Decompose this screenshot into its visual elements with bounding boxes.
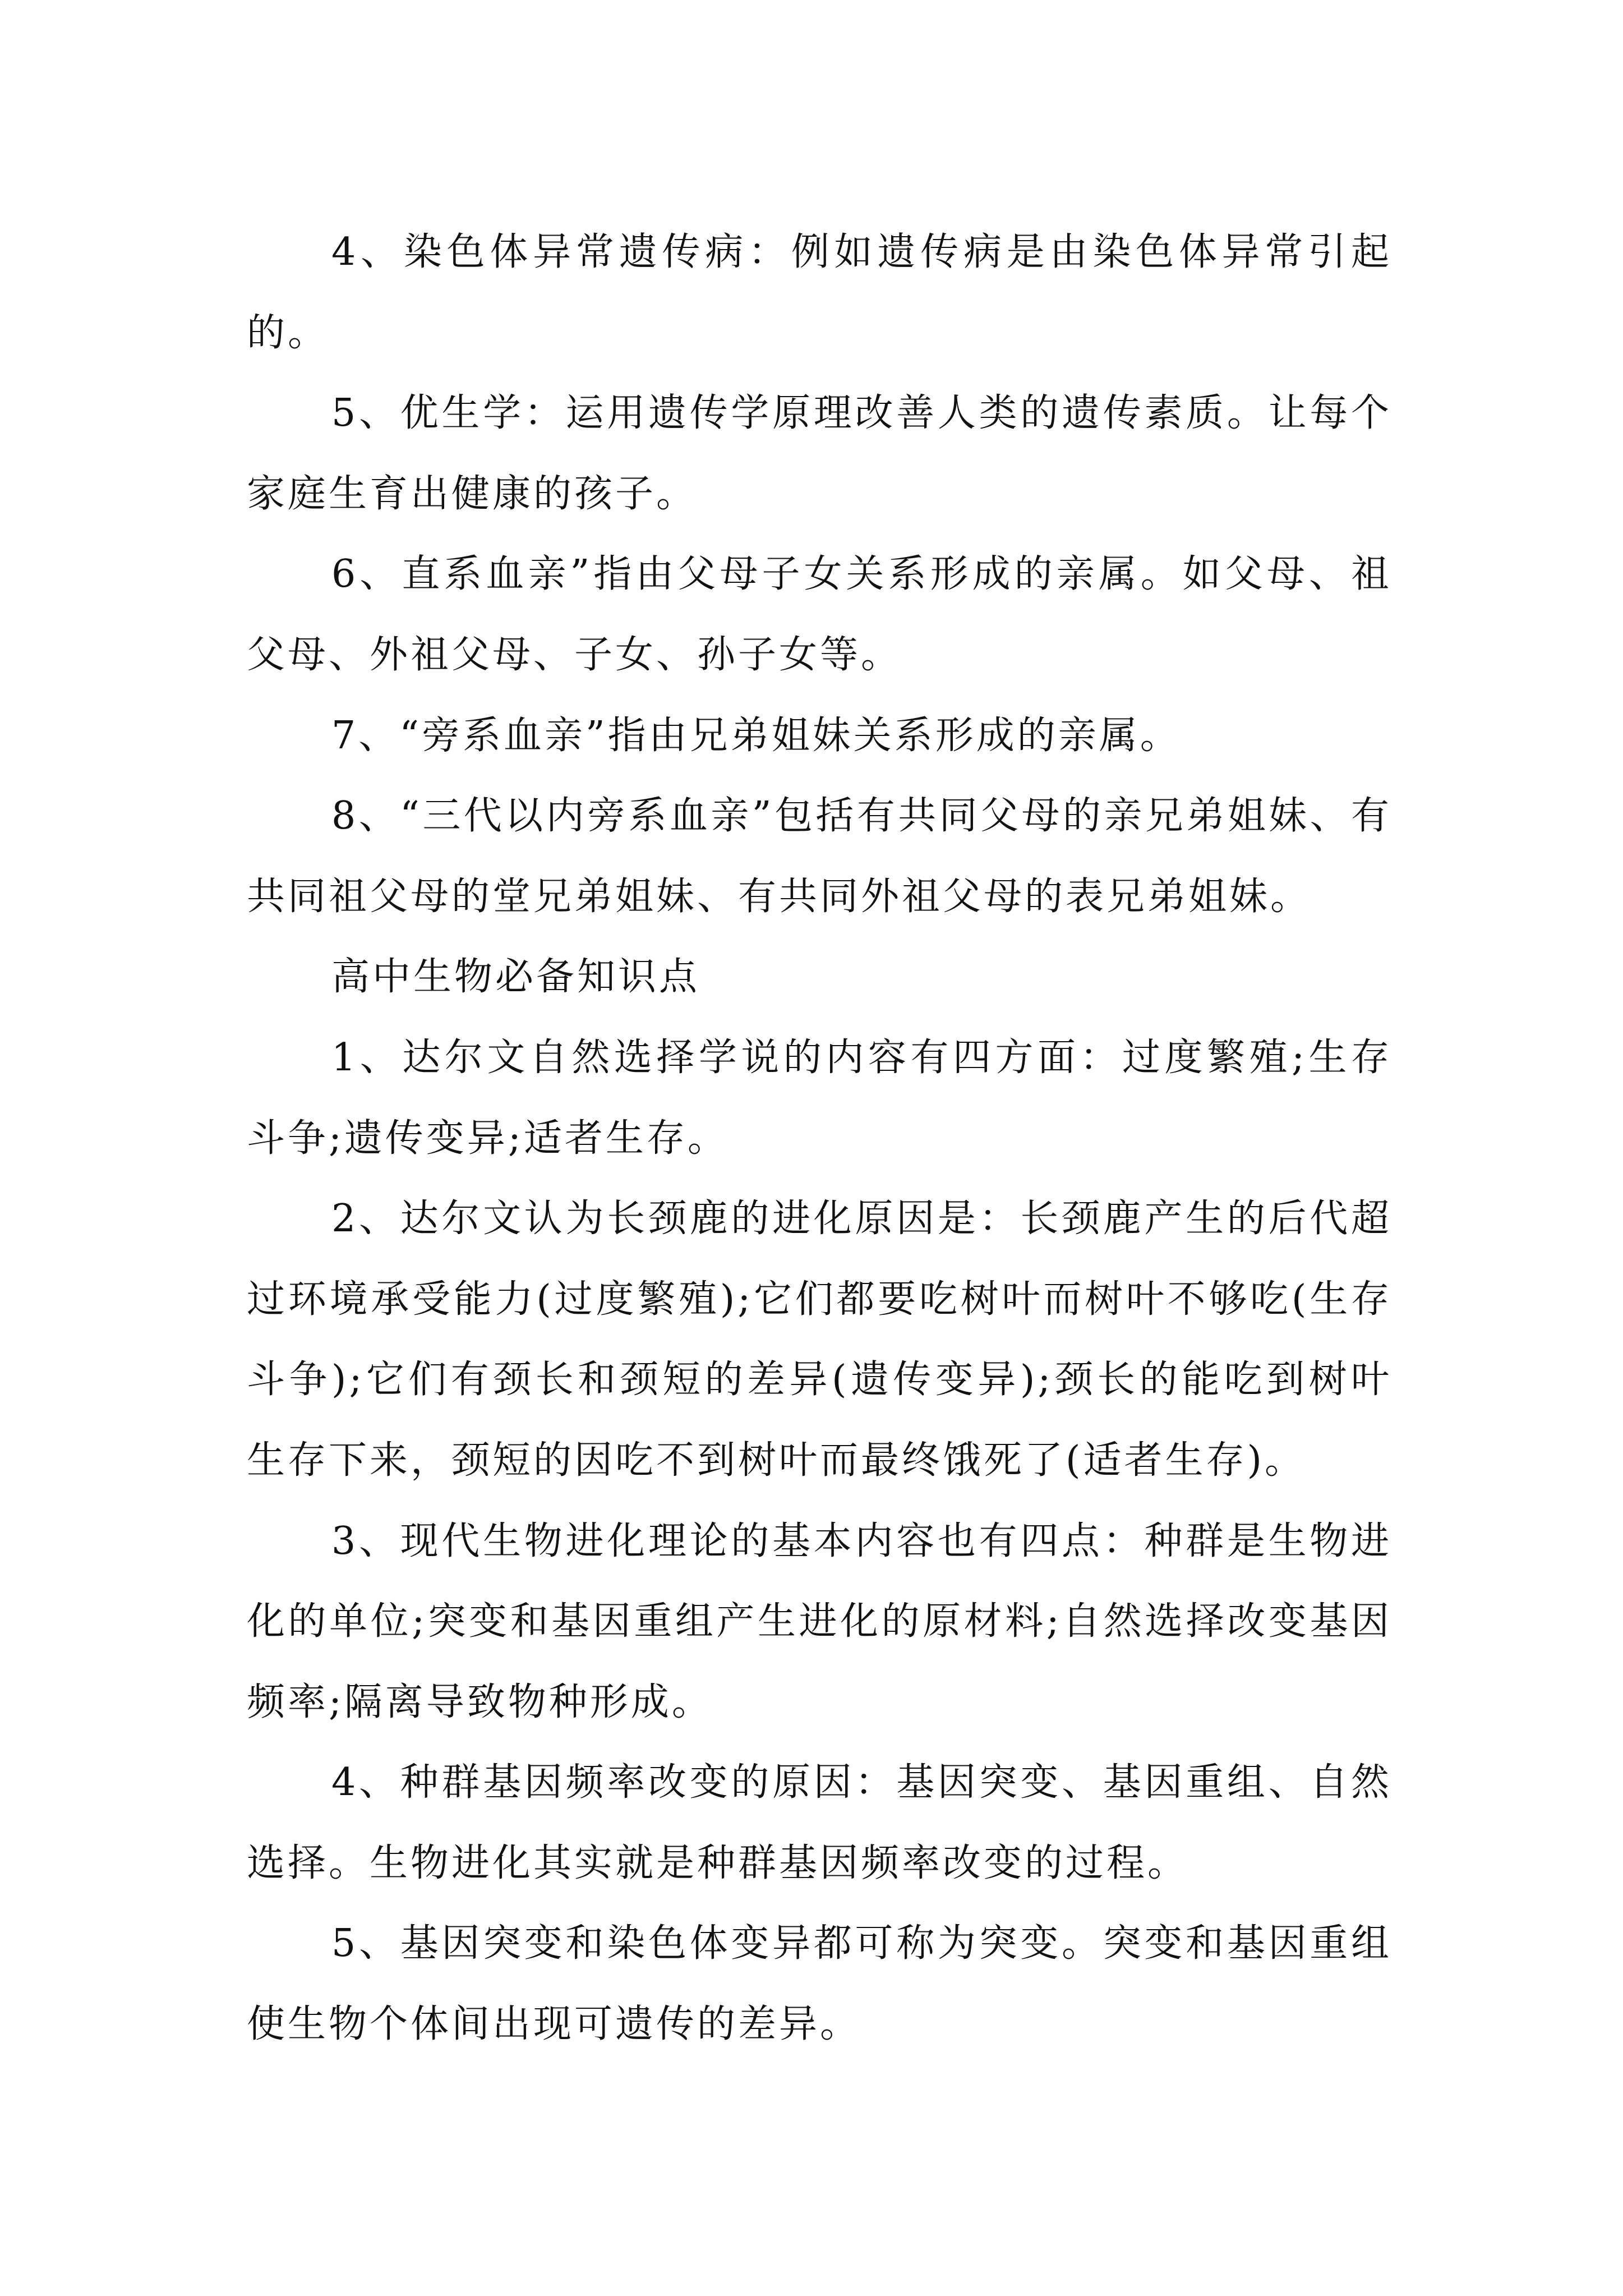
paragraph-direct-blood-relatives: 6、直系血亲”指由父母子女关系形成的亲属。如父母、祖父母、外祖父母、子女、孙子女等。	[247, 552, 1392, 677]
paragraph-mutation: 5、基因突变和染色体变异都可称为突变。突变和基因重组使生物个体间出现可遗传的差异。	[247, 1921, 1392, 2047]
paragraph-eugenics: 5、优生学：运用遗传学原理改善人类的遗传素质。让每个家庭生育出健康的孩子。	[247, 391, 1392, 516]
paragraph-collateral-blood-relatives: 7、“旁系血亲”指由兄弟姐妹关系形成的亲属。	[331, 713, 1181, 758]
paragraph-genetic-chromosome-disease: 4、染色体异常遗传病：例如遗传病是由染色体异常引起的。	[247, 230, 1392, 355]
paragraph-giraffe-evolution: 2、达尔文认为长颈鹿的进化原因是：长颈鹿产生的后代超过环境承受能力(过度繁殖);它们都要吃树叶而树叶不够吃(生存斗争);它们有颈长和颈短的差异(遗传变异);颈长的能吃到树叶生存下来，颈短的因吃不到树叶而最终饿死了(适者生存)。	[247, 1197, 1393, 1483]
section-heading: 高中生物必备知识点	[331, 955, 700, 1000]
paragraph-darwin-natural-selection: 1、达尔文自然选择学说的内容有四方面：过度繁殖;生存斗争;遗传变异;适者生存。	[247, 1035, 1392, 1161]
document-body	[247, 212, 1392, 2065]
paragraph-gene-frequency-change: 4、种群基因频率改变的原因：基因突变、基因重组、自然选择。生物进化其实就是种群基因频率改变的过程。	[247, 1760, 1392, 1885]
paragraph-modern-evolution-theory: 3、现代生物进化理论的基本内容也有四点：种群是生物进化的单位;突变和基因重组产生进化的原材料;自然选择改变基因频率;隔离导致物种形成。	[247, 1519, 1392, 1724]
paragraph-three-generations-collateral: 8、“三代以内旁系血亲”包括有共同父母的亲兄弟姐妹、有共同祖父母的堂兄弟姐妹、有共同外祖父母的表兄弟姐妹。	[247, 794, 1392, 919]
